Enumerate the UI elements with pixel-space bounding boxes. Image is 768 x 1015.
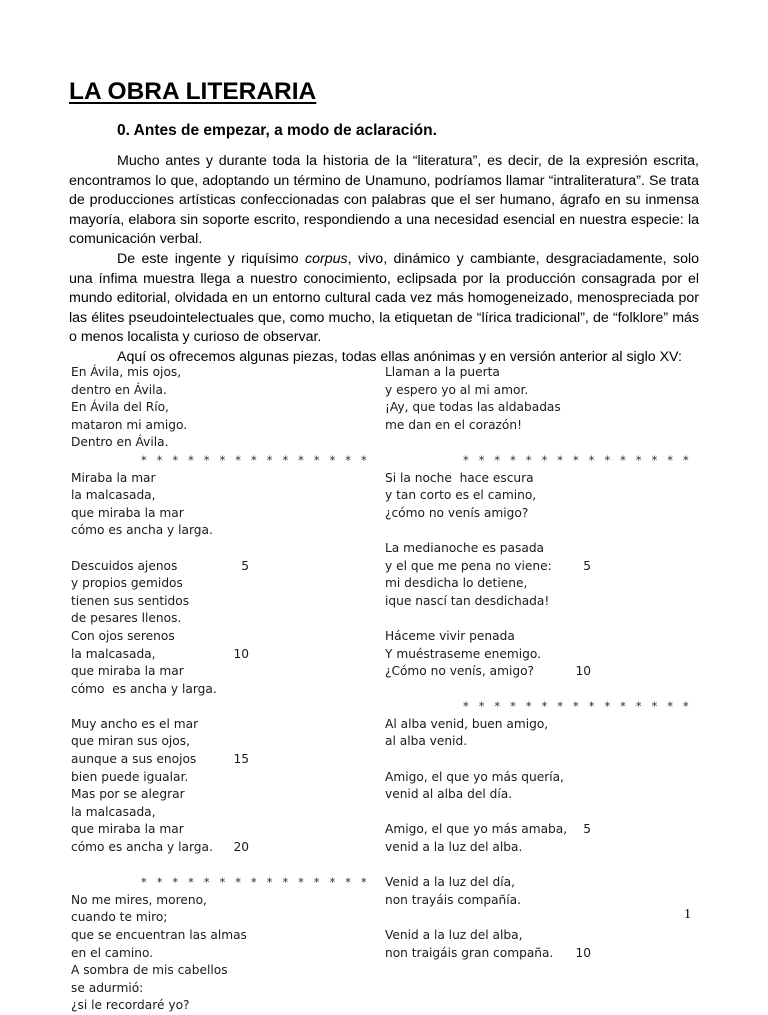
verse-text: Llaman a la puerta bbox=[385, 365, 500, 379]
verse-text: se adurmió: bbox=[71, 980, 144, 995]
verse-text: cómo es ancha y larga. bbox=[71, 523, 213, 538]
stanza-gap bbox=[71, 540, 371, 558]
verse-text: Amigo, el que yo más quería, bbox=[385, 769, 564, 784]
verse-line bbox=[385, 505, 685, 523]
verse-line bbox=[71, 909, 371, 927]
verse-line bbox=[71, 522, 371, 540]
verse-line bbox=[385, 364, 685, 382]
verse-line bbox=[71, 646, 371, 664]
verse-text: de pesares llenos. bbox=[71, 611, 182, 626]
verse-line-number: 5 bbox=[241, 558, 249, 573]
verse-line bbox=[71, 927, 371, 945]
verse-line bbox=[385, 821, 685, 839]
verse-line bbox=[385, 716, 685, 734]
verse-line bbox=[71, 997, 371, 1015]
verse-text: Háceme vivir penada bbox=[385, 628, 515, 643]
poem-miraba-la-mar-s3 bbox=[71, 716, 371, 857]
verse-text: non traigáis gran compaña. bbox=[385, 945, 554, 960]
verse-text: La medianoche es pasada bbox=[385, 540, 545, 555]
verse-line bbox=[71, 593, 371, 611]
verse-text: ¿cómo no venís amigo? bbox=[385, 505, 529, 520]
verse-text: En Ávila, mis ojos, bbox=[71, 365, 182, 379]
verse-line bbox=[71, 487, 371, 505]
verse-line bbox=[385, 927, 685, 945]
verse-line bbox=[71, 610, 371, 628]
verse-line bbox=[71, 821, 371, 839]
verse-text: mataron mi amigo. bbox=[71, 417, 188, 432]
verse-line bbox=[385, 663, 685, 681]
verse-line bbox=[71, 945, 371, 963]
poem-al-alba-venid-s2 bbox=[385, 769, 685, 804]
star-separator: * * * * * * * * * * * * * * * bbox=[141, 452, 370, 467]
poem-no-me-mires-moreno bbox=[71, 892, 371, 1015]
verse-line bbox=[71, 962, 371, 980]
verse-text: ¿Cómo no venís, amigo? bbox=[385, 664, 534, 679]
verse-line bbox=[71, 558, 371, 576]
stanza-gap bbox=[385, 681, 685, 699]
verse-text: y espero yo al mi amor. bbox=[385, 382, 529, 397]
verse-text: cómo es ancha y larga. bbox=[71, 840, 213, 855]
verse-line bbox=[385, 487, 685, 505]
verse-line-number: 10 bbox=[233, 646, 249, 661]
verse-text: que miraba la mar bbox=[71, 664, 184, 679]
verse-text: al alba venid. bbox=[385, 734, 468, 749]
verse-line bbox=[71, 769, 371, 787]
verse-line bbox=[71, 733, 371, 751]
verse-text: Descuidos ajenos bbox=[71, 558, 178, 573]
verse-text: ¿si le recordaré yo? bbox=[71, 998, 190, 1013]
verse-line bbox=[71, 575, 371, 593]
verse-line bbox=[385, 786, 685, 804]
verse-line bbox=[71, 628, 371, 646]
verse-line-number: 5 bbox=[583, 558, 591, 573]
verse-line bbox=[385, 399, 685, 417]
verse-line bbox=[385, 558, 685, 576]
verse-text: ¡Ay, que todas las aldabadas bbox=[385, 400, 561, 415]
verse-text: Con ojos serenos bbox=[71, 628, 175, 643]
stanza-gap bbox=[385, 610, 685, 628]
verse-text: No me mires, moreno, bbox=[71, 892, 207, 907]
verse-text: la malcasada, bbox=[71, 488, 156, 503]
poem-si-la-noche-s2 bbox=[385, 540, 685, 610]
stanza-gap bbox=[385, 909, 685, 927]
verse-line bbox=[385, 575, 685, 593]
verse-line bbox=[71, 892, 371, 910]
verse-text: mi desdicha lo detiene, bbox=[385, 576, 528, 591]
page-number: 1 bbox=[684, 907, 691, 922]
verse-line bbox=[71, 434, 371, 452]
verse-text: que miraba la mar bbox=[71, 505, 184, 520]
verse-text: aunque a sus enojos bbox=[71, 752, 197, 767]
verse-line bbox=[385, 945, 685, 963]
verse-text: bien puede igualar. bbox=[71, 769, 189, 784]
stanza-gap bbox=[385, 751, 685, 769]
poem-llaman-a-la-puerta bbox=[385, 364, 685, 434]
verse-text: y tan corto es el camino, bbox=[385, 488, 537, 503]
verse-text: que miraba la mar bbox=[71, 822, 184, 837]
verse-text: la malcasada, bbox=[71, 804, 156, 819]
verse-text: que se encuentran las almas bbox=[71, 928, 247, 942]
star-separator: * * * * * * * * * * * * * * * bbox=[463, 699, 692, 714]
verse-line bbox=[385, 733, 685, 751]
verse-line-number: 10 bbox=[575, 945, 591, 960]
verse-text: Dentro en Ávila. bbox=[71, 435, 169, 450]
verse-text: Y muéstraseme enemigo. bbox=[385, 646, 541, 661]
stanza-gap bbox=[385, 434, 685, 452]
verse-line bbox=[71, 399, 371, 417]
verse-line bbox=[71, 804, 371, 822]
verse-line bbox=[385, 628, 685, 646]
stanza-gap bbox=[71, 857, 371, 875]
verse-line bbox=[71, 417, 371, 435]
poem-si-la-noche-s1 bbox=[385, 470, 685, 523]
paragraph-2: De este ingente y riquísimo corpus, vivo, dinámico y cambiante, desgraciadamente, solo una ínfima muestra llega a nuestro conocimiento, eclipsada por la producción consagrada por el mundo editorial, olvidada en un entorno cultural cada vez más homogeneizado, menospreciada por las élites pseudointelectuales que, como mucho, la etiquetan de “lírica tradicional”, de “folklore” más o menos localista y curioso de observar. bbox=[69, 250, 699, 346]
verse-line bbox=[71, 716, 371, 734]
page-title: LA OBRA LITERARIA bbox=[69, 78, 317, 106]
verse-text: Muy ancho es el mar bbox=[71, 716, 199, 731]
verse-text: Miraba la mar bbox=[71, 470, 156, 485]
stanza-gap bbox=[385, 804, 685, 822]
verse-line bbox=[71, 681, 371, 699]
verse-text: la malcasada, bbox=[71, 646, 156, 661]
star-separator: * * * * * * * * * * * * * * * bbox=[141, 875, 370, 890]
poem-en-avila bbox=[71, 364, 371, 452]
verse-line bbox=[385, 892, 685, 910]
verse-text: A sombra de mis cabellos bbox=[71, 963, 228, 978]
verse-text: Venid a la luz del alba, bbox=[385, 928, 523, 942]
verse-text: Amigo, el que yo más amaba, bbox=[385, 822, 568, 837]
verse-line-number: 10 bbox=[575, 664, 591, 679]
poem-columns bbox=[69, 364, 709, 1013]
verse-text: me dan en el corazón! bbox=[385, 417, 523, 432]
verse-line bbox=[385, 839, 685, 857]
stanza-gap bbox=[71, 698, 371, 716]
verse-line-number: 5 bbox=[583, 822, 591, 837]
verse-text: Venid a la luz del día, bbox=[385, 875, 516, 890]
verse-text: non trayáis compañía. bbox=[385, 892, 522, 907]
verse-text: dentro en Ávila. bbox=[71, 382, 167, 397]
poem-si-la-noche-s3 bbox=[385, 628, 685, 681]
verse-text: cuando te miro; bbox=[71, 910, 168, 925]
verse-text: que miran sus ojos, bbox=[71, 734, 190, 749]
poem-column-left bbox=[71, 364, 371, 1015]
verse-text: y propios gemidos bbox=[71, 576, 183, 591]
paragraph-3: Aquí os ofrecemos algunas piezas, todas ellas anónimas y en versión anterior al siglo XV: bbox=[117, 348, 682, 365]
verse-text: En Ávila del Río, bbox=[71, 400, 169, 415]
verse-line bbox=[385, 417, 685, 435]
verse-line bbox=[385, 382, 685, 400]
verse-text: Al alba venid, buen amigo, bbox=[385, 716, 549, 731]
verse-line bbox=[71, 364, 371, 382]
verse-text: en el camino. bbox=[71, 945, 154, 960]
verse-line-number: 15 bbox=[233, 752, 249, 767]
verse-line bbox=[385, 540, 685, 558]
verse-text: Si la noche hace escura bbox=[385, 470, 534, 485]
poem-al-alba-venid-s3 bbox=[385, 821, 685, 856]
intro-prose bbox=[69, 152, 699, 368]
verse-line bbox=[71, 980, 371, 998]
verse-line bbox=[385, 593, 685, 611]
poem-al-alba-venid-s1 bbox=[385, 716, 685, 751]
stanza-gap bbox=[385, 522, 685, 540]
verse-text: venid a la luz del alba. bbox=[385, 840, 523, 855]
poem-al-alba-venid-s4 bbox=[385, 874, 685, 909]
paragraph-1: Mucho antes y durante toda la historia de la “literatura”, es decir, de la expresión escrita, encontramos lo que, adoptando un término de Unamuno, podríamos llamar “intraliteratura”. Se trata de producciones artísticas confeccionadas con palabras que el ser humano, ágrafo en su inmensa mayoría, elabora sin soporte escrito, respondiendo a una necesidad esencial en nuestra especie: la comunicación verbal. bbox=[69, 153, 699, 248]
section-heading: 0. Antes de empezar, a modo de aclaración. bbox=[117, 121, 437, 139]
verse-line bbox=[385, 769, 685, 787]
verse-line bbox=[71, 751, 371, 769]
verse-text: cómo es ancha y larga. bbox=[71, 681, 217, 696]
verse-text: venid al alba del día. bbox=[385, 787, 513, 802]
verse-text: y el que me pena no viene: bbox=[385, 558, 552, 573]
verse-line bbox=[385, 646, 685, 664]
verse-line bbox=[71, 839, 371, 857]
poem-al-alba-venid-s5 bbox=[385, 927, 685, 962]
verse-line bbox=[71, 505, 371, 523]
verse-line bbox=[385, 874, 685, 892]
verse-line-number: 20 bbox=[233, 840, 249, 855]
poem-miraba-la-mar-s1 bbox=[71, 470, 371, 540]
verse-line bbox=[71, 663, 371, 681]
stanza-gap bbox=[385, 857, 685, 875]
verse-text: tienen sus sentidos bbox=[71, 593, 190, 608]
poem-miraba-la-mar-s2 bbox=[71, 558, 371, 699]
verse-line bbox=[71, 786, 371, 804]
verse-text: Mas por se alegrar bbox=[71, 787, 185, 802]
poem-column-right bbox=[385, 364, 692, 962]
verse-line bbox=[385, 470, 685, 488]
verse-line bbox=[71, 470, 371, 488]
star-separator: * * * * * * * * * * * * * * * bbox=[463, 452, 692, 467]
verse-line bbox=[71, 382, 371, 400]
verse-text: ique nascí tan desdichada! bbox=[385, 593, 550, 608]
